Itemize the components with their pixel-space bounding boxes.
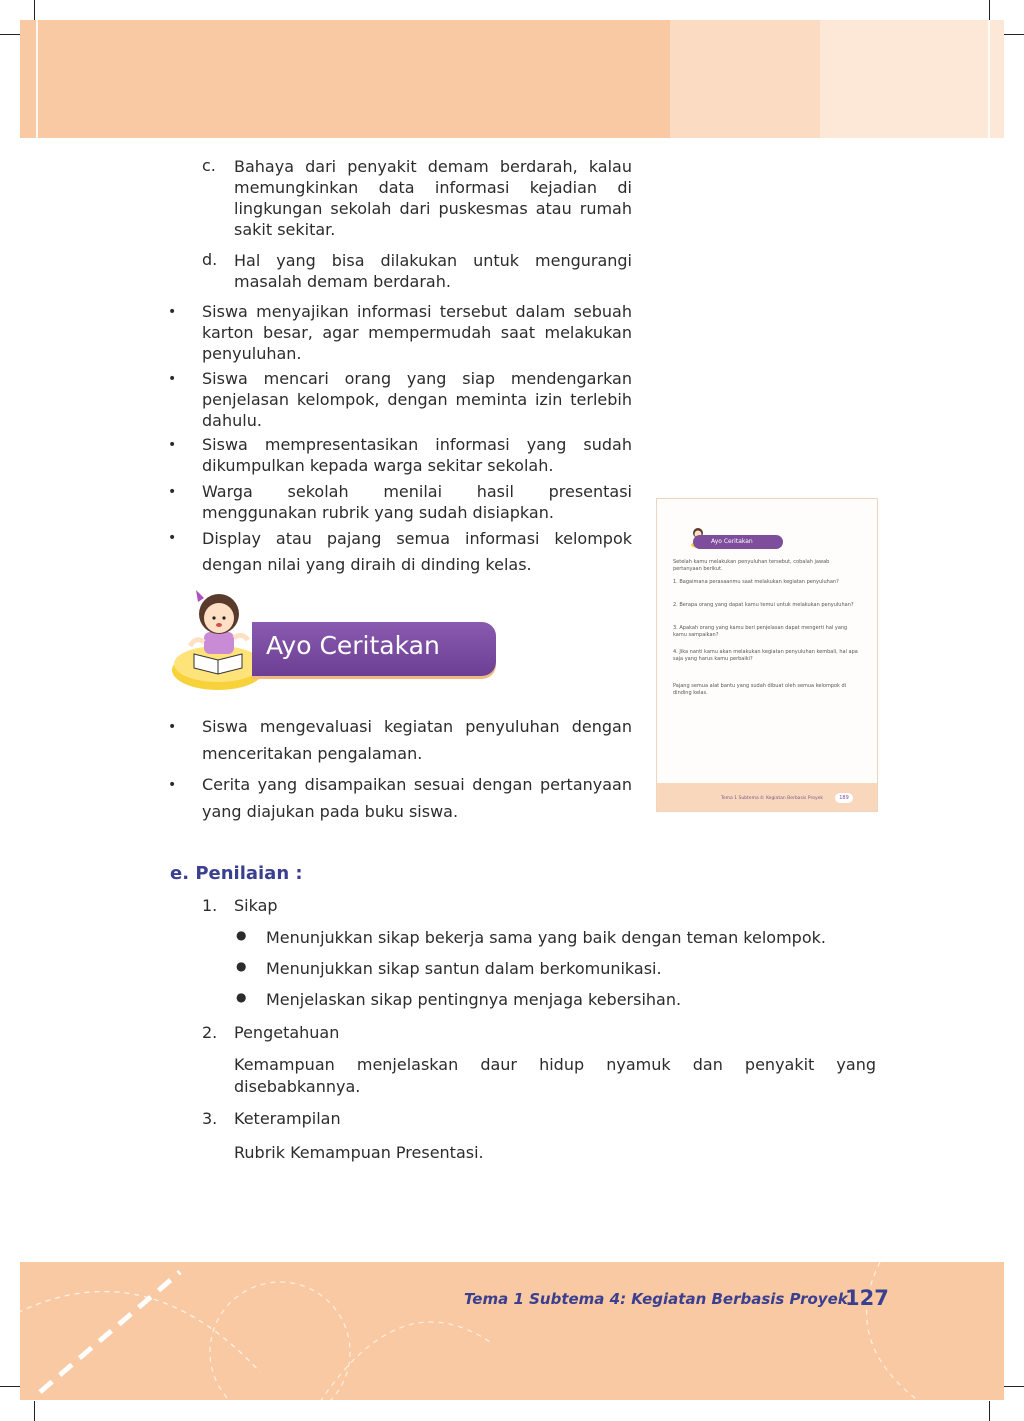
bullet-dot: •: [168, 719, 177, 735]
thumbnail-question: 1. Bagaimana perasaanmu saat melakukan kegiatan penyuluhan?: [673, 579, 839, 585]
bullet-dot: •: [168, 304, 177, 320]
header-divider: [36, 20, 38, 138]
bullet-item: Siswa menyajikan informasi tersebut dalam sebuah karton besar, agar mempermudah saat melakukan penyuluhan.: [202, 302, 632, 363]
crop-mark: [1004, 1386, 1024, 1387]
bullet-dot: •: [168, 777, 177, 793]
header-divider: [988, 20, 990, 138]
ayo-ceritakan-banner: [252, 622, 496, 676]
bullet-item: Display atau pajang semua informasi kelompok dengan nilai yang diraih di dinding kelas.: [202, 529, 632, 574]
header-band-end: [820, 20, 1004, 138]
thumbnail-question: 2. Berapa orang yang dapat kamu temui untuk melakukan penyuluhan?: [673, 602, 854, 608]
crop-mark: [0, 1386, 20, 1387]
assessment-label: Pengetahuan: [234, 1023, 340, 1042]
crop-mark: [989, 0, 990, 20]
sikap-item: Menunjukkan sikap santun dalam berkomunikasi.: [266, 959, 662, 978]
bullet-item: Cerita yang disampaikan sesuai dengan pertanyaan yang diajukan pada buku siswa.: [202, 775, 632, 821]
page-number: 127: [845, 1286, 889, 1310]
bullet-item: Siswa mengevaluasi kegiatan penyuluhan dengan menceritakan pengalaman.: [202, 717, 632, 763]
bullet-dot: •: [168, 437, 177, 453]
list-marker: c.: [202, 156, 216, 175]
pengetahuan-text: Kemampuan menjelaskan daur hidup nyamuk dan penyakit yang disebabkannya.: [234, 1055, 876, 1096]
thumbnail-banner: Ayo Ceritakan: [693, 535, 783, 549]
crop-mark: [34, 1401, 35, 1421]
crop-mark: [1004, 34, 1024, 35]
keterampilan-text: Rubrik Kemampuan Presentasi.: [234, 1143, 484, 1162]
assessment-label: Keterampilan: [234, 1109, 341, 1128]
thumbnail-question: 3. Apakah orang yang kamu beri penjelasan dapat mengerti hal yang kamu sampaikan?: [673, 625, 848, 638]
list-marker: 1.: [202, 896, 218, 915]
thumbnail-question: 4. Jika nanti kamu akan melakukan kegiatan penyuluhan kembali, hal apa saja yang harus kamu perbaiki?: [673, 649, 858, 662]
section-title: e. Penilaian :: [170, 863, 303, 884]
bullet-dot: ●: [236, 928, 247, 942]
bullet-dot: •: [168, 484, 177, 500]
list-item: Bahaya dari penyakit demam berdarah, kalau memungkinkan data informasi kejadian di lingkungan sekolah dari puskesmas atau rumah sakit sekitar.: [234, 157, 632, 239]
bullet-item: Warga sekolah menilai hasil presentasi menggunakan rubrik yang sudah disiapkan.: [202, 482, 632, 522]
thumbnail-page-number: 189: [835, 793, 853, 803]
thumbnail-intro: Setelah kamu melakukan penyuluhan tersebut, cobalah jawab pertanyaan berikut.: [673, 559, 830, 572]
bullet-item: Siswa mempresentasikan informasi yang sudah dikumpulkan kepada warga sekitar sekolah.: [202, 435, 632, 475]
bullet-dot: ●: [236, 959, 247, 973]
crop-mark: [0, 34, 20, 35]
thumbnail-closing: Pajang semua alat bantu yang sudah dibuat oleh semua kelompok di dinding kelas.: [673, 683, 847, 696]
crop-mark: [34, 0, 35, 20]
list-marker: 2.: [202, 1023, 218, 1042]
student-book-thumbnail: [656, 498, 878, 812]
footer-band: [20, 1262, 1004, 1400]
bullet-dot: •: [168, 530, 177, 546]
bullet-item: Siswa mencari orang yang siap mendengarkan penjelasan kelompok, dengan meminta izin terlebih dahulu.: [202, 369, 632, 430]
bullet-dot: ●: [236, 990, 247, 1004]
header-band-middle: [670, 20, 820, 138]
footer-decoration: [20, 1262, 1004, 1400]
list-marker: d.: [202, 250, 218, 269]
header-band: [20, 20, 670, 138]
assessment-label: Sikap: [234, 896, 278, 915]
list-marker: 3.: [202, 1109, 218, 1128]
sikap-item: Menjelaskan sikap pentingnya menjaga kebersihan.: [266, 990, 682, 1009]
thumbnail-footer-text: Tema 1 Subtema 4: Kegiatan Berbasis Proyek: [720, 796, 823, 801]
list-item: Hal yang bisa dilakukan untuk mengurangi masalah demam berdarah.: [234, 251, 632, 291]
crop-mark: [989, 1401, 990, 1421]
banner-title: Ayo Ceritakan: [266, 631, 440, 660]
sikap-item: Menunjukkan sikap bekerja sama yang baik dengan teman kelompok.: [266, 928, 826, 947]
bullet-dot: •: [168, 371, 177, 387]
footer-theme-text: Tema 1 Subtema 4: Kegiatan Berbasis Proyek: [464, 1290, 848, 1308]
